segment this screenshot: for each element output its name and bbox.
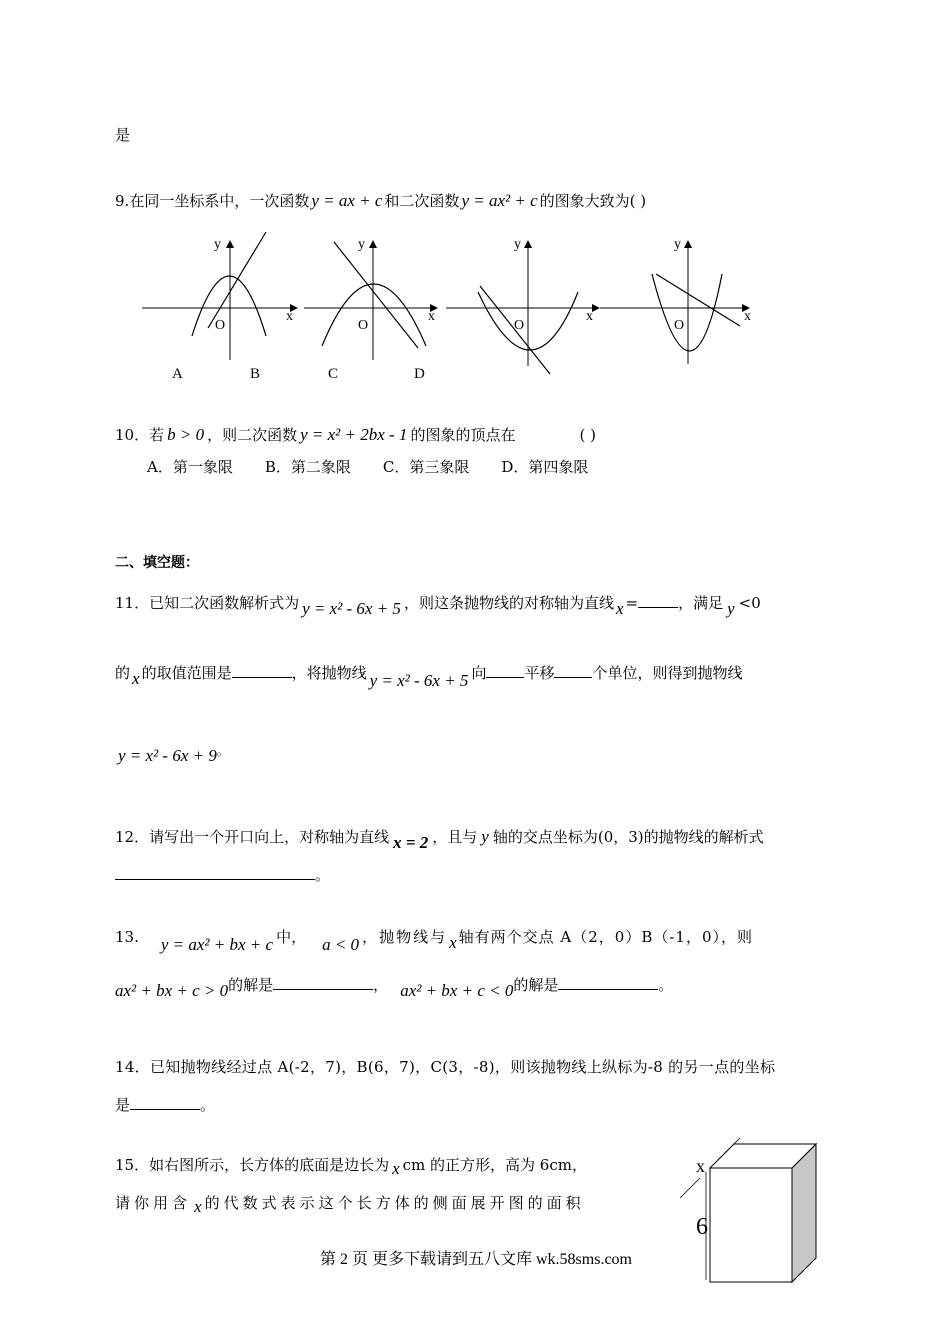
question-11-line-1: [115, 592, 761, 618]
q13-text-3: 轴有两个交点 A（2，0）B（-1，0），则: [458, 928, 753, 946]
q11-units-blank[interactable]: [554, 663, 592, 678]
q13-formula: y = ax² + bx + c: [160, 935, 274, 954]
graph-3-y-label: y: [514, 237, 521, 252]
q13-text-5: ，: [373, 976, 389, 994]
q11-formula-1: y = x² - 6x + 5: [302, 599, 401, 618]
q12-answer-blank[interactable]: [115, 865, 315, 880]
q9-text-1: 在同一坐标系中，一次函数: [129, 192, 310, 210]
q11-l2-text-f: 个单位，则得到抛物线: [592, 664, 743, 682]
q10-formula: y = x² + 2bx - 1: [300, 425, 408, 444]
q13-text-4: 的解是: [228, 976, 274, 994]
question-10: [115, 424, 596, 445]
graph-ab-y-label: y: [214, 237, 221, 252]
q11-text-2: ，满足: [678, 594, 724, 612]
q13-text-2: ，抛物线与: [362, 928, 448, 946]
q13-var-x: x: [449, 933, 457, 952]
q11-formula-2: y = x² - 6x + 5: [369, 671, 469, 690]
q9-option-c: C: [328, 366, 339, 382]
q11-eq: =: [625, 594, 639, 612]
question-14-line-1: 14．已知抛物线经过点 A(-2，7)，B(6，7)，C(3，-8)，则该抛物线上纵标为-8 的另一点的坐标: [115, 1058, 776, 1076]
question-11-line-3: [118, 746, 229, 766]
graph-4-x-label: x: [744, 309, 751, 324]
q11-direction-blank[interactable]: [486, 663, 524, 678]
q12-text-1: 12．请写出一个开口向上，对称轴为直线: [115, 828, 390, 846]
q11-var-x: x: [615, 599, 624, 618]
q10-choice-d: D．第四象限: [501, 458, 589, 476]
q10-answer-paren: ( ): [579, 426, 596, 444]
question-13-line-2: [115, 974, 674, 1000]
q15-text-4: 的代数式表示这个长方体的侧面展开图的面积: [204, 1194, 585, 1212]
q9-linear-formula: y = ax + c: [311, 191, 383, 210]
graph-cd-x-label: x: [428, 309, 435, 324]
question-11-line-2: [115, 662, 743, 690]
question-14-line-2: [115, 1094, 215, 1115]
graph-3-x-label: x: [586, 309, 593, 324]
q15-cuboid-figure: [670, 1134, 830, 1284]
q12-text-3: 轴的交点坐标为(0，3)的抛物线的解析式: [492, 828, 764, 846]
q15-var-x: x: [392, 1159, 400, 1178]
q13-condition: a < 0: [322, 935, 360, 954]
q12-end-mark: 。: [315, 866, 331, 884]
graph-4-y-label: y: [674, 237, 681, 252]
question-12: [115, 826, 764, 852]
graph-3: [446, 237, 598, 374]
q11-range-blank[interactable]: [232, 663, 292, 678]
cuboid-height-label: 6: [696, 1214, 708, 1240]
q11-text-1: ，则这条抛物线的对称轴为直线: [403, 594, 614, 612]
q13-inequality-2: ax² + bx + c < 0: [400, 981, 514, 1000]
q10-choice-c: C．第三象限: [382, 458, 470, 476]
q9-option-a: A: [172, 366, 183, 382]
graph-4-origin-label: O: [674, 318, 685, 333]
q9-quadratic-formula: y = ax² + c: [461, 191, 538, 210]
x-dimension-arrow-bottom: [680, 1178, 700, 1198]
q14-end-mark: 。: [200, 1096, 216, 1114]
q11-l2-text-a: 的: [115, 664, 131, 682]
graph-ab: [142, 232, 296, 360]
section-fill-in-title: 二、填空题：: [115, 555, 199, 571]
q13-text-6: 的解是: [513, 976, 559, 994]
q10-choices: [147, 456, 588, 477]
cuboid-front-face: [710, 1168, 792, 1282]
graph-cd-y-label: y: [358, 237, 365, 252]
q10-text-2: 的图象的顶点在: [410, 426, 516, 444]
q11-l2-var-x: x: [132, 669, 140, 688]
q10-text-1: ，则二次函数: [207, 426, 298, 444]
q11-formula-3: y = x² - 6x + 9: [118, 746, 217, 765]
q14-answer-blank[interactable]: [130, 1095, 200, 1110]
q9-graphs: [138, 228, 768, 388]
q10-choice-b: B．第二象限: [264, 458, 351, 476]
q9-number: 9.: [115, 192, 130, 210]
question-13-line-1: [115, 926, 753, 954]
q9-text-3: 的图象大致为( ): [539, 192, 647, 210]
q9-option-d: D: [414, 366, 425, 382]
q13-text-1: 中，: [276, 928, 307, 946]
q12-var-y: y: [481, 827, 489, 846]
q10-choice-a: A．第一象限: [147, 458, 233, 476]
q11-l2-text-d: 向: [471, 664, 487, 682]
q9-text-2: 和二次函数: [384, 192, 460, 210]
graph-cd-origin-label: O: [358, 318, 369, 333]
graph-3-origin-label: O: [514, 318, 525, 333]
question-9: [115, 190, 646, 211]
q15-text-3: 请你用含: [115, 1194, 192, 1212]
q10-number: 10．若: [115, 426, 165, 444]
q11-l2-text-b: 的取值范围是: [141, 664, 232, 682]
q13-answer-blank-1[interactable]: [273, 975, 373, 990]
q15-text-2: cm 的正方形，高为 6cm，: [402, 1156, 587, 1174]
page-footer: 第 2 页 更多下载请到五八文库 wk.58sms.com: [320, 1251, 633, 1268]
q11-number: 11．已知二次函数解析式为: [115, 594, 300, 612]
q11-text-3: <0: [738, 594, 761, 612]
cuboid-x-label: x: [696, 1156, 705, 1176]
graph-ab-x-label: x: [286, 309, 293, 324]
q15-text-1: 15．如右图所示，长方体的底面是边长为: [115, 1156, 390, 1174]
q11-l2-text-c: ，将抛物线: [291, 664, 367, 682]
q12-formula: x = 2: [393, 833, 429, 852]
top-line: 是: [115, 126, 131, 144]
question-12-line-2: [115, 864, 330, 885]
q11-var-y: y: [727, 599, 735, 618]
graph-cd: [304, 237, 436, 360]
q13-inequality-1: ax² + bx + c > 0: [115, 981, 229, 1000]
q10-condition: b > 0: [167, 425, 205, 444]
q14-text-a: 是: [115, 1096, 131, 1114]
q12-text-2: ，且与: [432, 828, 478, 846]
q11-end-mark: 。: [216, 744, 229, 758]
q13-end-mark: 。: [658, 976, 674, 994]
q11-axis-blank[interactable]: [638, 593, 678, 608]
q11-l2-text-e: 平移: [524, 664, 555, 682]
q15-var-x-2: x: [194, 1197, 202, 1216]
graph-ab-origin-label: O: [215, 318, 226, 333]
q9-option-b: B: [250, 366, 261, 382]
q13-answer-blank-2[interactable]: [558, 975, 658, 990]
q13-number: 13.: [115, 928, 139, 946]
question-15-line-1: [115, 1154, 587, 1178]
graph-4: [600, 237, 751, 364]
question-15-line-2: [115, 1192, 585, 1216]
